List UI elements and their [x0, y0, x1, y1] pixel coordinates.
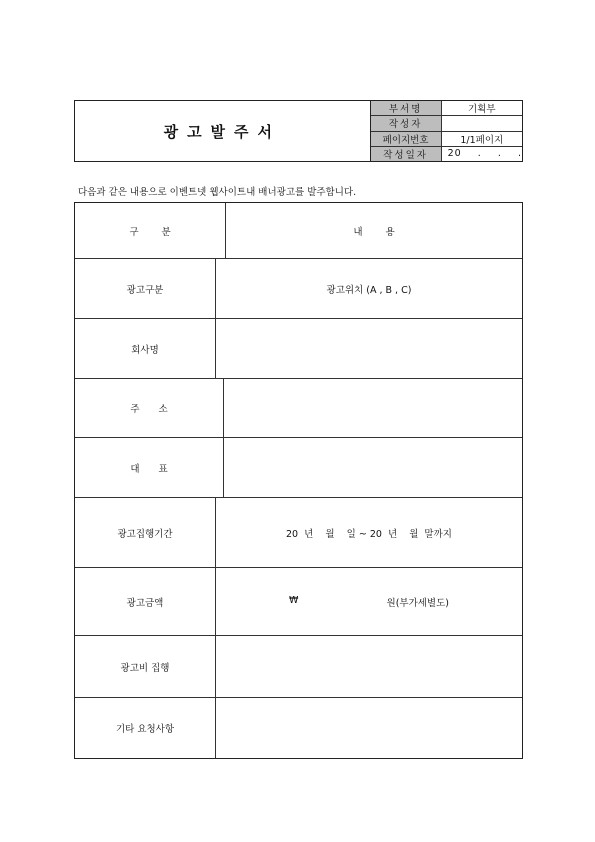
row-value[interactable]	[224, 379, 522, 437]
meta-label: 작성일자	[371, 147, 442, 161]
table-header-row	[75, 203, 522, 259]
header-category: 구 분	[75, 203, 226, 258]
meta-value[interactable]: 1/1페이지	[460, 134, 504, 146]
table-row	[75, 438, 522, 498]
document-header	[74, 100, 523, 162]
row-label: 회사명	[75, 319, 216, 378]
meta-value[interactable]	[442, 116, 522, 130]
header-content: 내 용	[353, 226, 405, 238]
table-row	[75, 636, 522, 698]
meta-row-page-number	[371, 132, 522, 147]
amount-line	[289, 595, 449, 609]
row-label: 대 표	[75, 438, 224, 497]
meta-value[interactable]: 기획부	[468, 104, 496, 116]
meta-table	[371, 101, 522, 161]
row-value[interactable]	[216, 319, 522, 378]
order-table	[74, 202, 523, 759]
row-label: 주 소	[75, 379, 224, 437]
table-row	[75, 698, 522, 758]
row-value[interactable]	[216, 636, 522, 697]
table-row	[75, 568, 522, 636]
meta-value[interactable]: 20 . . .	[447, 148, 522, 160]
table-row	[75, 319, 522, 379]
meta-label: 페이지번호	[371, 132, 442, 146]
row-label: 광고금액	[75, 568, 216, 635]
row-label: 광고구분	[75, 259, 216, 318]
table-row	[75, 498, 522, 568]
row-label: 광고집행기간	[75, 498, 216, 567]
meta-label: 작성자	[371, 116, 442, 130]
intro-text: 다음과 같은 내용으로 이벤트넷 웹사이트내 배너광고를 발주합니다.	[78, 187, 357, 198]
won-symbol: ₩	[289, 594, 299, 606]
row-value[interactable]	[216, 698, 522, 758]
row-label: 광고비 집행	[75, 636, 216, 697]
table-row	[75, 259, 522, 319]
row-value: 원(부가세별도)	[386, 597, 449, 609]
meta-label: 부서명	[371, 101, 442, 115]
row-value[interactable]: 20 년 월 일 ~ 20 년 월 말까지	[286, 528, 452, 540]
row-label: 기타 요청사항	[75, 698, 216, 758]
meta-row-author	[371, 116, 522, 131]
document-title: 광고발주서	[75, 101, 371, 161]
row-value[interactable]: 광고위치 (A , B , C)	[326, 284, 412, 296]
row-value[interactable]	[224, 438, 522, 497]
table-row	[75, 379, 522, 438]
meta-row-date	[371, 147, 522, 161]
row-value-container[interactable]	[216, 568, 522, 635]
meta-row-department	[371, 101, 522, 116]
